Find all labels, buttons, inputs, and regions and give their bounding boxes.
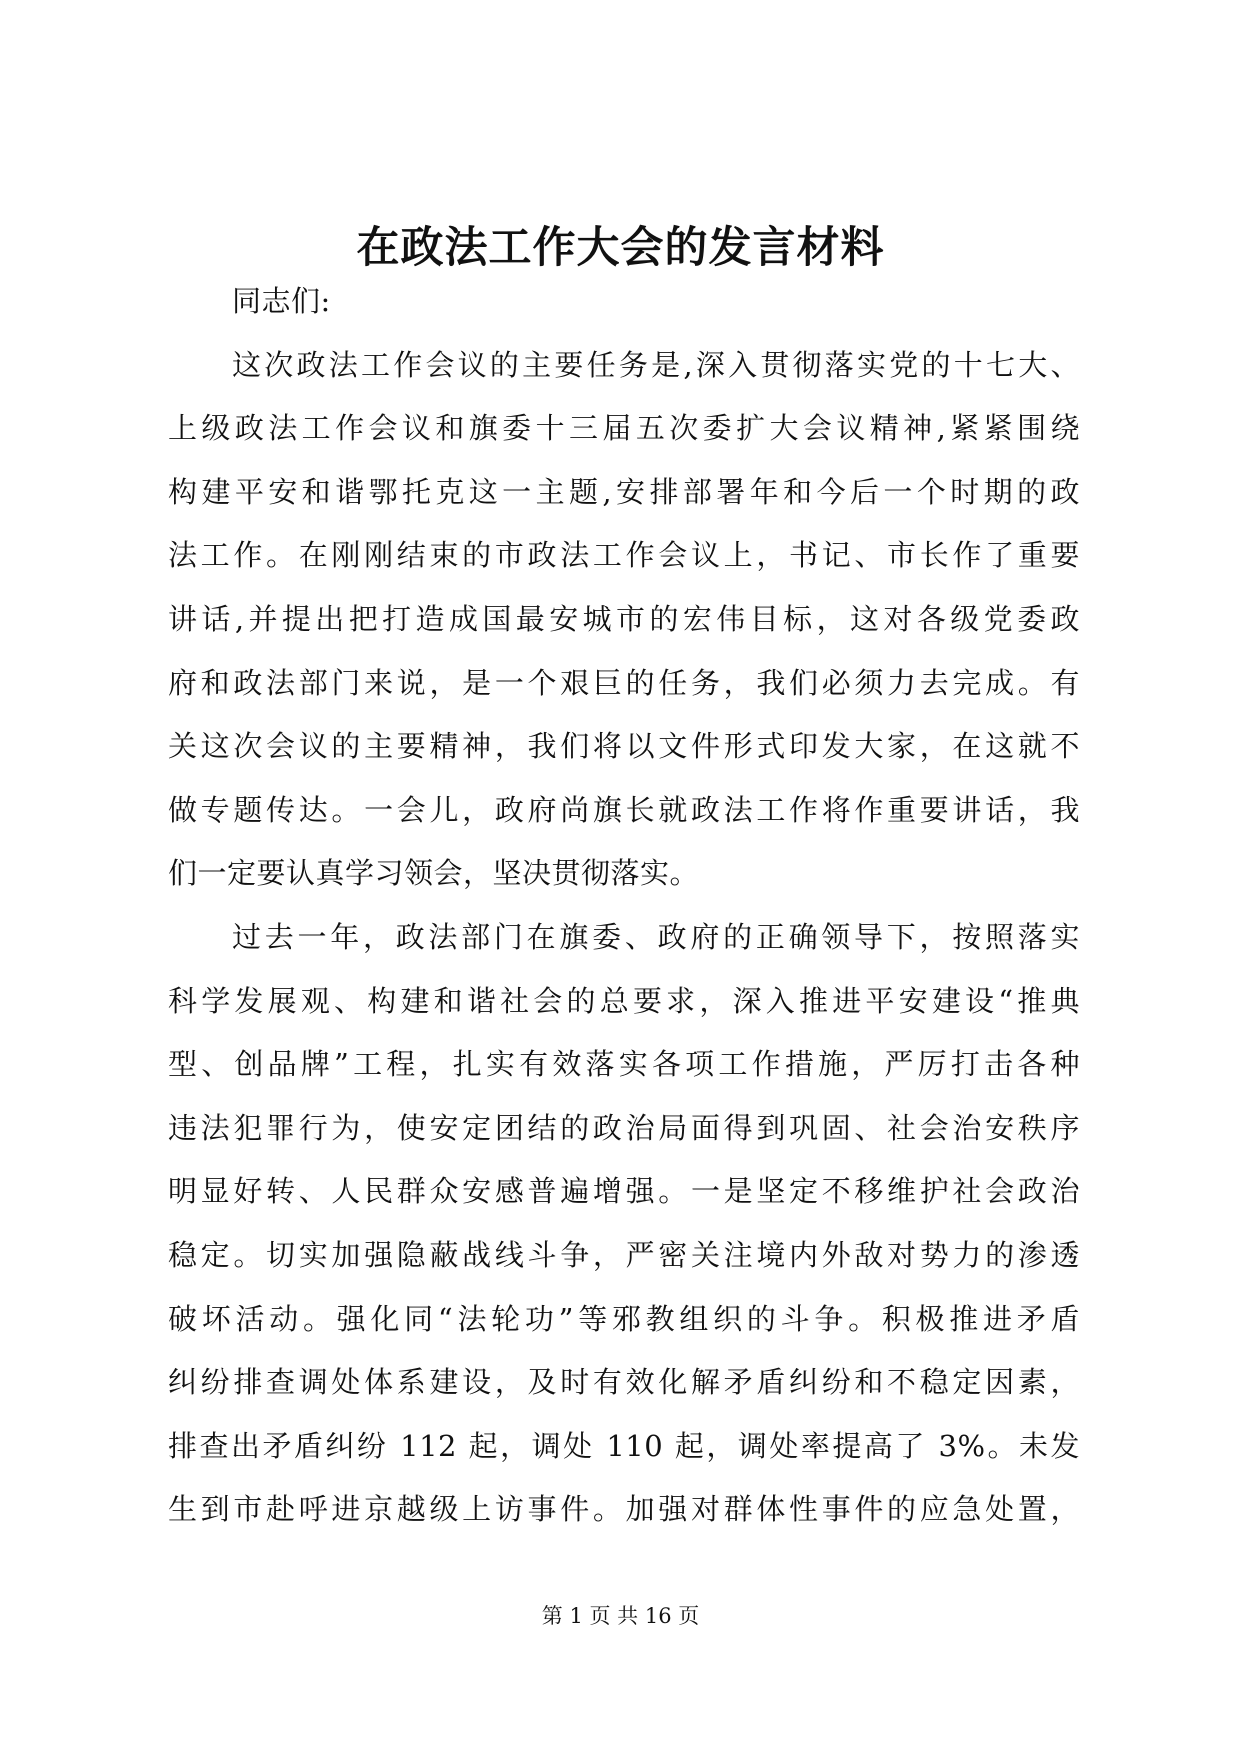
greeting-line: 同志们: — [232, 284, 331, 318]
body-text-line: 做专题传达。一会儿，政府尚旗长就政法工作将作重要讲话，我 — [168, 792, 1080, 827]
body-text-line: 府和政法部门来说，是一个艰巨的任务，我们必须力去完成。有 — [168, 665, 1080, 700]
body-text-line: 过去一年，政法部门在旗委、政府的正确领导下，按照落实 — [232, 919, 1080, 954]
body-text-line: 稳定。切实加强隐蔽战线斗争，严密关注境内外敌对势力的渗透 — [168, 1237, 1080, 1272]
body-text-line: 上级政法工作会议和旗委十三届五次委扩大会议精神,紧紧围绕 — [168, 411, 1080, 446]
body-lines — [168, 334, 1080, 1542]
body-text-line: 科学发展观、构建和谐社会的总要求，深入推进平安建设“推典 — [168, 983, 1080, 1018]
body-text-line: 构建平安和谐鄂托克这一主题,安排部署年和今后一个时期的政 — [168, 474, 1080, 509]
body-text-line: 排查出矛盾纠纷 112 起，调处 110 起，调处率提高了 3%。未发 — [168, 1428, 1080, 1463]
body-text-line: 关这次会议的主要精神，我们将以文件形式印发大家，在这就不 — [168, 729, 1080, 764]
body-text-line: 讲话,并提出把打造成国最安城市的宏伟目标，这对各级党委政 — [168, 601, 1080, 636]
body-text-line: 型、创品牌”工程，扎实有效落实各项工作措施，严厉打击各种 — [168, 1047, 1080, 1082]
document-body — [168, 270, 1080, 1542]
body-text-line: 法工作。在刚刚结束的市政法工作会议上，书记、市长作了重要 — [168, 538, 1080, 573]
body-text-line: 们一定要认真学习领会，坚决贯彻落实。 — [168, 856, 700, 891]
body-text-line: 生到市赴呼进京越级上访事件。加强对群体性事件的应急处置， — [168, 1492, 1080, 1527]
body-text-line: 明显好转、人民群众安感普遍增强。一是坚定不移维护社会政治 — [168, 1174, 1080, 1209]
body-text-line: 违法犯罪行为，使安定团结的政治局面得到巩固、社会治安秩序 — [168, 1110, 1080, 1145]
body-text-line: 这次政法工作会议的主要任务是,深入贯彻落实党的十七大、 — [232, 347, 1080, 382]
document-title: 在政法工作大会的发言材料 — [356, 223, 885, 273]
body-text-line: 纠纷排查调处体系建设，及时有效化解矛盾纠纷和不稳定因素， — [168, 1365, 1080, 1400]
body-text-line: 破坏活动。强化同“法轮功”等邪教组织的斗争。积极推进矛盾 — [168, 1301, 1080, 1336]
page-number-footer: 第 1 页 共 16 页 — [541, 1604, 700, 1628]
